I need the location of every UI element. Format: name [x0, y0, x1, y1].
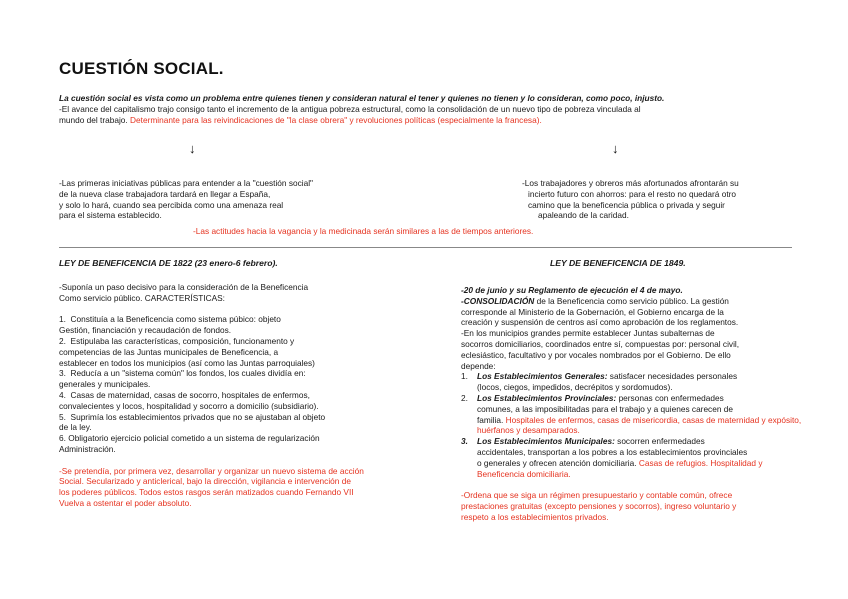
list-text: generales y municipales.	[59, 379, 151, 390]
left-section-heading: LEY DE BENEFICENCIA DE 1822 (23 enero-6 febrero).	[59, 258, 278, 268]
conclusion-line: los poderes públicos. Todos estos rasgos serán matizados cuando Fernando VII	[59, 487, 354, 498]
intro-line-red: Determinante para las reivindicaciones de "la clase obrera" y revoluciones políticas (especialmente la francesa).	[130, 114, 542, 125]
right-section-heading: LEY DE BENEFICENCIA DE 1849.	[550, 258, 686, 268]
item-text: socorren enfermedades	[614, 436, 705, 447]
list-item	[59, 412, 439, 434]
list-text: Estipulaba las características, composición, funcionamento y	[70, 335, 295, 346]
body-line: depende:	[461, 360, 496, 371]
conclusion-line: -Ordena que se siga un régimen presupuestario y contable común, ofrece	[461, 490, 733, 501]
list-number: 2.	[461, 392, 468, 403]
body-line: eclesiástico, facultativo y por vocales nombrados por el Gobierno. De ello	[461, 349, 731, 360]
body-line: -En los municipios grandes permite establecer Juntas subalternas de	[461, 328, 715, 339]
item-text: (locos, ciegos, impedidos, decrépitos y sordomudos).	[477, 382, 673, 393]
item-text: personas con enfermedades	[616, 392, 724, 403]
attitudes-note: -Las actitudes hacia la vagancia y la medicinada serán similares a las de tiempos anteriores.	[193, 226, 534, 236]
list-text: Casas de maternidad, casas de socorro, hospitales de enfermos,	[70, 389, 310, 400]
item-label: Los Establecimientos Generales:	[477, 371, 608, 382]
item-text: satisfacer necesidades personales	[607, 371, 738, 382]
list-text: Administración.	[59, 443, 116, 454]
section-divider	[59, 247, 792, 248]
list-item	[59, 314, 439, 336]
list-item	[59, 368, 439, 390]
note-line: -Los trabajadores y obreros más afortunados afrontarán su	[522, 178, 739, 188]
list-text: competencias de las Juntas municipales de Beneficencia, a	[59, 346, 279, 357]
item-text: accidentales, transportan a los pobres a los establecimientos provinciales	[477, 446, 748, 457]
list-text: de la ley.	[59, 422, 92, 433]
list-number: 1.	[461, 371, 468, 382]
conclusion-line: Vuelva a ostentar el poder absoluto.	[59, 497, 192, 508]
note-line: y solo lo hará, cuando sea percibida como una amenaza real	[59, 199, 284, 210]
note-line: para el sistema establecido.	[59, 210, 162, 221]
list-text: convalecientes y locos, hospitalidad y socorro a domicilio (subsidiario).	[59, 400, 319, 411]
conclusion-line: -Se pretendía, por primera vez, desarrollar y organizar un nuevo sistema de acción	[59, 465, 364, 476]
list-number: 1.	[59, 314, 66, 325]
list-item	[59, 433, 439, 455]
intro-line-black: mundo del trabajo.	[59, 114, 128, 125]
left-section-body	[59, 282, 439, 509]
conclusion-line: prestaciones gratuitas (excepto pensiones y socorros), ingreso voluntario y	[461, 500, 737, 511]
page-title: CUESTIÓN SOCIAL.	[59, 59, 224, 78]
body-line: socorros domiciliarios, coordinados entre sí, compuestas por: personal civil,	[461, 338, 740, 349]
body-line: -Suponía un paso decisivo para la consideración de la Beneficencia	[59, 282, 309, 292]
intro-line: -El avance del capitalismo trajo consigo tanto el incremento de la antigua pobreza estructural, como la consolidación de un nuevo tipo de pobreza vinculada al	[59, 103, 641, 114]
body-line: corresponde al Ministerio de la Gobernación, el Gobierno encarga de la	[461, 306, 724, 317]
consolidacion-line	[461, 296, 806, 307]
list-number: 3.	[461, 436, 468, 447]
date-line: -20 de junio y su Reglamento de ejecución el 4 de mayo.	[461, 285, 683, 295]
body-line: Como servicio público. CARACTERÍSTICAS:	[59, 292, 225, 303]
right-top-note	[522, 178, 802, 221]
list-item	[59, 390, 439, 412]
list-text: Constituía a la Beneficencia como sistema púbico: objeto	[70, 314, 281, 325]
list-text: Reducía a un "sistema común" los fondos, los cuales dividía en:	[70, 368, 306, 379]
note-line: incierto futuro con ahorros: para el resto no quedará otro	[528, 188, 737, 199]
item-text: o generales y ofrecen atención domiciliaria.	[477, 457, 637, 468]
establishment-item	[461, 371, 806, 393]
list-item	[59, 336, 439, 368]
list-text: Obligatorio ejercicio policial cometido a un sistema de regularización	[68, 433, 320, 444]
note-line: camino que la beneficencia pública o privada y seguir	[528, 199, 725, 210]
down-arrow-icon: ↓	[612, 141, 619, 156]
list-number: 4.	[59, 389, 66, 400]
consolidacion-text: de la Beneficencia como servicio público. La gestión	[534, 295, 729, 306]
establishment-item	[461, 393, 806, 436]
conclusion-line: respeto a los establecimientos privados.	[461, 511, 609, 522]
list-number: 6.	[59, 433, 66, 444]
note-line: -Las primeras iniciativas públicas para entender a la "cuestión social"	[59, 178, 314, 188]
list-text: Suprimía los establecimientos privados que no se ajustaban al objeto	[70, 411, 326, 422]
consolidacion-label: -CONSOLIDACIÓN	[461, 295, 535, 306]
body-line: creación y suspensión de centros así como aprobación de los reglamentos.	[461, 317, 739, 328]
note-line: apaleando de la caridad.	[538, 210, 629, 221]
item-text: familia.	[477, 414, 504, 425]
item-label: Los Establecimientos Provinciales:	[477, 392, 617, 403]
left-section-conclusion	[59, 466, 439, 509]
intro-paragraph	[59, 93, 799, 125]
item-text: comunes, a las imposibilitadas para el trabajo y a quienes carecen de	[477, 403, 733, 414]
note-line: de la nueva clase trabajadora tardará en llegar a España,	[59, 188, 271, 199]
list-text: establecer en todos los municipios (así como las Juntas parroquiales)	[59, 357, 315, 368]
list-number: 2.	[59, 335, 66, 346]
list-number: 5.	[59, 411, 66, 422]
item-text-red: Casas de refugios. Hospitalidad y Beneficencia domiciliaria.	[477, 457, 763, 479]
left-top-note	[59, 178, 389, 221]
list-number: 3.	[59, 368, 66, 379]
item-label: Los Establecimientos Municipales:	[477, 436, 615, 447]
list-text: Gestión, financiación y recaudación de fondos.	[59, 325, 232, 336]
right-section-conclusion	[461, 490, 806, 522]
item-text-red: Hospitales de enfermos, casas de misericordia, casas de maternidad y expósito, huérfanos y desamparados.	[477, 414, 802, 436]
intro-lead: La cuestión social es vista como un problema entre quienes tienen y consideran natural el tener y quienes no tienen y lo consideran, como poco, injusto.	[59, 93, 665, 103]
establishment-item	[461, 436, 806, 479]
right-section-body	[461, 285, 806, 523]
down-arrow-icon: ↓	[189, 141, 196, 156]
conclusion-line: Social. Secularizado y anticlerical, bajo la dirección, vigilancia e intervención de	[59, 476, 351, 487]
intro-line	[59, 115, 799, 126]
